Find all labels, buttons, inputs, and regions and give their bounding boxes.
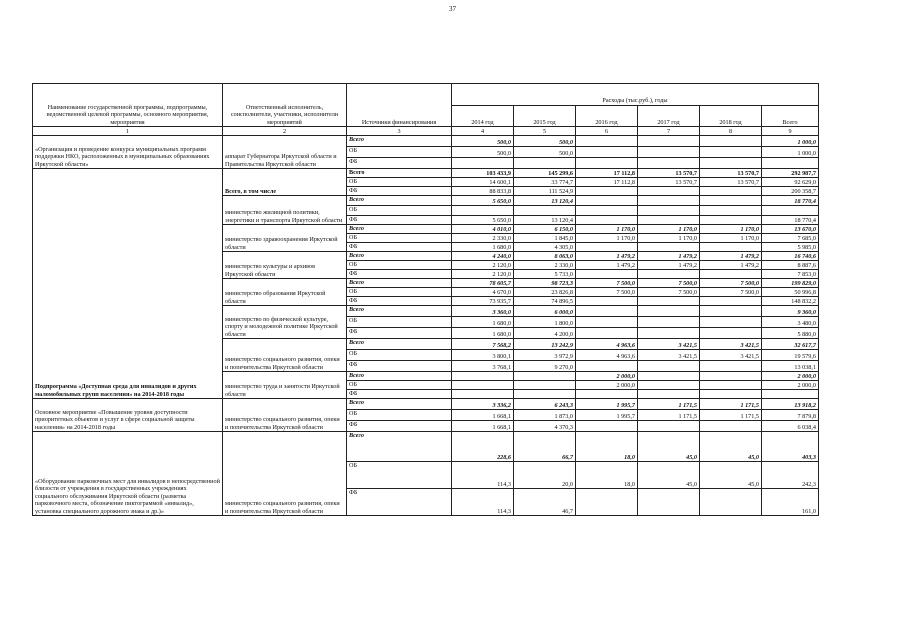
total-value-cell: 2 000,0 — [762, 372, 819, 381]
year-value-cell: 18,0 — [576, 432, 638, 462]
year-value-cell: 5 733,0 — [514, 270, 576, 279]
year-value-cell: 7 500,0 — [576, 288, 638, 297]
total-value-cell: 1 000,0 — [762, 136, 819, 147]
year-value-cell: 1 680,0 — [452, 243, 514, 252]
table-row — [33, 432, 819, 462]
year-value-cell: 18,0 — [576, 462, 638, 489]
executor-cell: министерство образования Иркутской области — [223, 279, 347, 306]
year-value-cell: 2 000,0 — [576, 372, 638, 381]
year-value-cell — [700, 489, 762, 516]
funding-source-cell: ОБ — [347, 178, 452, 187]
year-value-cell: 13 570,7 — [638, 178, 700, 187]
year-value-cell: 20,0 — [514, 462, 576, 489]
total-value-cell: 199 829,0 — [762, 279, 819, 288]
program-name-cell: «Оборудование парковочных мест для инвалидов в непосредственной близости от учреждения в государственных учреждениях социального обслуживания Иркутской области (разметка парковочного места, обозначение пиктограммой «инвалид», установка специального дорожного знака и др.)» — [33, 432, 223, 516]
year-value-cell: 3 421,5 — [638, 350, 700, 361]
funding-source-cell: ФБ — [347, 328, 452, 339]
year-value-cell: 1 479,2 — [576, 261, 638, 270]
year-value-cell: 78 605,7 — [452, 279, 514, 288]
year-value-cell — [700, 361, 762, 372]
funding-source-cell: Всего — [347, 279, 452, 288]
total-value-cell: 13 670,0 — [762, 225, 819, 234]
year-value-cell: 3 421,5 — [700, 339, 762, 350]
year-value-cell: 1 668,1 — [452, 410, 514, 421]
year-value-cell — [638, 328, 700, 339]
year-value-cell: 3 421,5 — [700, 350, 762, 361]
column-index: 8 — [700, 127, 762, 136]
year-value-cell: 1 171,5 — [700, 410, 762, 421]
year-value-cell: 228,6 — [452, 432, 514, 462]
header-year: 2018 год — [700, 105, 762, 127]
year-value-cell: 14 600,1 — [452, 178, 514, 187]
funding-source-cell: ФБ — [347, 297, 452, 306]
year-value-cell — [700, 306, 762, 317]
year-value-cell — [576, 196, 638, 206]
funding-source-cell: ОБ — [347, 147, 452, 158]
year-value-cell — [700, 390, 762, 399]
year-value-cell: 1 995,7 — [576, 410, 638, 421]
year-value-cell — [638, 147, 700, 158]
total-value-cell: 148 832,2 — [762, 297, 819, 306]
year-value-cell — [638, 270, 700, 279]
year-value-cell: 3 336,2 — [452, 399, 514, 410]
funding-source-cell: ФБ — [347, 390, 452, 399]
year-value-cell — [576, 317, 638, 328]
total-value-cell: 242,3 — [762, 462, 819, 489]
year-value-cell: 7 500,0 — [700, 279, 762, 288]
year-value-cell: 4 370,3 — [514, 421, 576, 432]
total-value-cell: 50 996,8 — [762, 288, 819, 297]
header-total: Всего — [762, 105, 819, 127]
year-value-cell: 500,0 — [452, 147, 514, 158]
year-value-cell: 1 170,0 — [576, 225, 638, 234]
year-value-cell: 500,0 — [514, 147, 576, 158]
funding-source-cell: Всего — [347, 252, 452, 261]
header-expenses: Расходы (тыс.руб.), годы — [452, 84, 819, 106]
year-value-cell — [638, 243, 700, 252]
funding-source-cell: ОБ — [347, 317, 452, 328]
funding-source-cell: ФБ — [347, 243, 452, 252]
funding-source-cell: ФБ — [347, 187, 452, 196]
year-value-cell: 1 668,1 — [452, 421, 514, 432]
year-value-cell — [700, 243, 762, 252]
year-value-cell: 8 063,0 — [514, 252, 576, 261]
total-value-cell: 1 000,0 — [762, 147, 819, 158]
year-value-cell: 111 524,9 — [514, 187, 576, 196]
total-value-cell: 13 918,2 — [762, 399, 819, 410]
funding-source-cell: ФБ — [347, 158, 452, 169]
year-value-cell: 4 200,0 — [514, 328, 576, 339]
year-value-cell: 7 568,2 — [452, 339, 514, 350]
executor-cell: министерство здравоохранения Иркутской области — [223, 225, 347, 252]
year-value-cell — [638, 297, 700, 306]
funding-source-cell: ОБ — [347, 206, 452, 216]
year-value-cell: 66,7 — [514, 432, 576, 462]
year-value-cell: 1 680,0 — [452, 317, 514, 328]
year-value-cell: 1 800,0 — [514, 317, 576, 328]
year-value-cell — [700, 136, 762, 147]
year-value-cell: 1 845,0 — [514, 234, 576, 243]
year-value-cell: 6 150,0 — [514, 225, 576, 234]
year-value-cell: 7 500,0 — [576, 279, 638, 288]
year-value-cell: 74 896,5 — [514, 297, 576, 306]
year-value-cell: 7 500,0 — [700, 288, 762, 297]
year-value-cell: 23 826,8 — [514, 288, 576, 297]
column-index: 6 — [576, 127, 638, 136]
year-value-cell: 1 170,0 — [576, 234, 638, 243]
year-value-cell: 145 299,6 — [514, 169, 576, 178]
year-value-cell: 1 170,0 — [638, 234, 700, 243]
year-value-cell: 3 421,5 — [638, 339, 700, 350]
year-value-cell — [638, 390, 700, 399]
funding-source-cell: Всего — [347, 432, 452, 462]
total-value-cell: 7 853,0 — [762, 270, 819, 279]
year-value-cell: 1 479,2 — [700, 261, 762, 270]
year-value-cell: 1 479,2 — [638, 261, 700, 270]
executor-cell: аппарат Губернатора Иркутской области и Правительства Иркутской области — [223, 136, 347, 169]
year-value-cell — [576, 328, 638, 339]
year-value-cell — [700, 158, 762, 169]
funding-source-cell: ФБ — [347, 421, 452, 432]
year-value-cell — [638, 196, 700, 206]
year-value-cell: 4 963,6 — [576, 339, 638, 350]
year-value-cell: 6 243,3 — [514, 399, 576, 410]
header-executor: Ответственный исполнитель, соисполнители, участники, исполнители мероприятий — [223, 84, 347, 127]
funding-source-cell: ОБ — [347, 288, 452, 297]
funding-source-cell: Всего — [347, 306, 452, 317]
financing-table — [32, 83, 819, 516]
year-value-cell — [700, 297, 762, 306]
year-value-cell — [700, 421, 762, 432]
year-value-cell: 1 171,5 — [638, 399, 700, 410]
year-value-cell — [576, 136, 638, 147]
table-row — [33, 399, 819, 410]
funding-source-cell: Всего — [347, 136, 452, 147]
column-index: 3 — [347, 127, 452, 136]
year-value-cell — [700, 317, 762, 328]
total-value-cell: 7 685,0 — [762, 234, 819, 243]
program-name-cell: Подпрограмма «Доступная среда для инвалидов и других маломобильных групп населения» на 2014-2018 годы — [33, 169, 223, 399]
year-value-cell: 3 972,9 — [514, 350, 576, 361]
year-value-cell — [700, 328, 762, 339]
year-value-cell — [576, 421, 638, 432]
executor-cell: министерство социального развития, опеки и попечительства Иркутской области — [223, 432, 347, 516]
funding-source-cell: ОБ — [347, 381, 452, 390]
funding-source-cell: ФБ — [347, 361, 452, 372]
year-value-cell — [638, 361, 700, 372]
year-value-cell: 1 170,0 — [638, 225, 700, 234]
funding-source-cell: Всего — [347, 399, 452, 410]
total-value-cell: 5 985,0 — [762, 243, 819, 252]
year-value-cell: 13 570,7 — [700, 169, 762, 178]
header-source: Источники финансирования — [347, 84, 452, 127]
year-value-cell: 1 171,5 — [638, 410, 700, 421]
year-value-cell: 114,3 — [452, 489, 514, 516]
executor-cell: министерство культуры и архивов Иркутской области — [223, 252, 347, 279]
year-value-cell — [576, 390, 638, 399]
year-value-cell: 7 500,0 — [638, 288, 700, 297]
year-value-cell: 103 433,9 — [452, 169, 514, 178]
funding-source-cell: ОБ — [347, 350, 452, 361]
program-name-cell: Основное мероприятие «Повышение уровня доступности приоритетных объектов и услуг в сфере социальной защиты населения» на 2014-2018 годы — [33, 399, 223, 432]
year-value-cell: 5 650,0 — [452, 196, 514, 206]
year-value-cell: 45,0 — [700, 432, 762, 462]
year-value-cell — [576, 187, 638, 196]
year-value-cell: 9 270,0 — [514, 361, 576, 372]
executor-cell: министерство труда и занятости Иркутской области — [223, 372, 347, 399]
year-value-cell: 13 242,9 — [514, 339, 576, 350]
total-value-cell — [762, 390, 819, 399]
table-row — [33, 169, 819, 178]
year-value-cell — [700, 216, 762, 225]
year-value-cell — [452, 390, 514, 399]
year-value-cell: 13 120,4 — [514, 196, 576, 206]
year-value-cell: 13 570,7 — [700, 178, 762, 187]
year-value-cell — [452, 381, 514, 390]
total-value-cell: 292 987,7 — [762, 169, 819, 178]
year-value-cell — [638, 421, 700, 432]
year-value-cell: 1 479,2 — [638, 252, 700, 261]
funding-source-cell: Всего — [347, 339, 452, 350]
year-value-cell: 17 112,8 — [576, 178, 638, 187]
column-index: 2 — [223, 127, 347, 136]
funding-source-cell: ОБ — [347, 234, 452, 243]
year-value-cell: 2 330,0 — [452, 234, 514, 243]
total-value-cell: 7 879,8 — [762, 410, 819, 421]
total-value-cell: 9 360,0 — [762, 306, 819, 317]
total-value-cell: 18 770,4 — [762, 196, 819, 206]
page-number: 37 — [449, 5, 456, 13]
header-year: 2016 год — [576, 105, 638, 127]
funding-source-cell: Всего — [347, 169, 452, 178]
year-value-cell: 1 171,5 — [700, 399, 762, 410]
program-name-cell: «Организация и проведение конкурса муниципальных программ поддержки НКО, расположенных в муниципальных образованиях Иркутской области» — [33, 136, 223, 169]
year-value-cell — [638, 187, 700, 196]
total-value-cell: 92 629,0 — [762, 178, 819, 187]
total-value-cell: 161,0 — [762, 489, 819, 516]
funding-source-cell: Всего — [347, 372, 452, 381]
year-value-cell: 2 000,0 — [576, 381, 638, 390]
year-value-cell: 6 000,0 — [514, 306, 576, 317]
column-index: 5 — [514, 127, 576, 136]
year-value-cell — [576, 158, 638, 169]
year-value-cell: 2 330,0 — [514, 261, 576, 270]
year-value-cell: 2 120,0 — [452, 261, 514, 270]
funding-source-cell: ФБ — [347, 216, 452, 225]
total-value-cell: 200 358,7 — [762, 187, 819, 196]
year-value-cell: 17 112,8 — [576, 169, 638, 178]
total-value-cell — [762, 158, 819, 169]
funding-source-cell: Всего — [347, 196, 452, 206]
year-value-cell: 1 995,7 — [576, 399, 638, 410]
year-value-cell — [576, 147, 638, 158]
year-value-cell: 4 240,0 — [452, 252, 514, 261]
year-value-cell — [514, 372, 576, 381]
year-value-cell — [638, 317, 700, 328]
year-value-cell: 4 010,0 — [452, 225, 514, 234]
year-value-cell — [638, 158, 700, 169]
year-value-cell — [514, 390, 576, 399]
executor-cell: Всего, в том числе — [223, 169, 347, 196]
year-value-cell — [638, 381, 700, 390]
total-value-cell: 18 770,4 — [762, 216, 819, 225]
year-value-cell — [514, 206, 576, 216]
year-value-cell: 5 650,0 — [452, 216, 514, 225]
year-value-cell: 500,0 — [514, 136, 576, 147]
year-value-cell — [700, 147, 762, 158]
year-value-cell: 4 305,0 — [514, 243, 576, 252]
column-index: 1 — [33, 127, 223, 136]
header-year: 2017 год — [638, 105, 700, 127]
year-value-cell: 1 873,0 — [514, 410, 576, 421]
year-value-cell: 500,0 — [452, 136, 514, 147]
year-value-cell: 13 570,7 — [638, 169, 700, 178]
table-row — [33, 136, 819, 147]
year-value-cell — [576, 489, 638, 516]
header-year: 2014 год — [452, 105, 514, 127]
funding-source-cell: ФБ — [347, 489, 452, 516]
year-value-cell — [638, 206, 700, 216]
year-value-cell — [576, 216, 638, 225]
year-value-cell — [638, 306, 700, 317]
year-value-cell — [700, 372, 762, 381]
year-value-cell — [638, 136, 700, 147]
year-value-cell: 45,0 — [700, 462, 762, 489]
column-index: 4 — [452, 127, 514, 136]
total-value-cell: 6 038,4 — [762, 421, 819, 432]
year-value-cell: 98 723,3 — [514, 279, 576, 288]
year-value-cell — [700, 270, 762, 279]
column-index-row — [33, 127, 819, 136]
year-value-cell — [638, 489, 700, 516]
year-value-cell — [700, 381, 762, 390]
year-value-cell: 33 774,7 — [514, 178, 576, 187]
total-value-cell: 8 887,6 — [762, 261, 819, 270]
funding-source-cell: ОБ — [347, 410, 452, 421]
funding-source-cell: ОБ — [347, 462, 452, 489]
funding-source-cell: ФБ — [347, 270, 452, 279]
total-value-cell: 5 880,0 — [762, 328, 819, 339]
year-value-cell — [452, 206, 514, 216]
executor-cell: министерство по физической культуре, спорту и молодежной политике Иркутской области — [223, 306, 347, 339]
year-value-cell: 3 360,0 — [452, 306, 514, 317]
total-value-cell: 32 617,7 — [762, 339, 819, 350]
funding-source-cell: ОБ — [347, 261, 452, 270]
year-value-cell — [576, 306, 638, 317]
year-value-cell: 2 120,0 — [452, 270, 514, 279]
header-row — [33, 84, 819, 106]
year-value-cell: 3 768,1 — [452, 361, 514, 372]
year-value-cell — [576, 297, 638, 306]
year-value-cell: 1 479,2 — [700, 252, 762, 261]
year-value-cell: 45,0 — [638, 462, 700, 489]
year-value-cell: 88 833,8 — [452, 187, 514, 196]
year-value-cell: 13 120,4 — [514, 216, 576, 225]
year-value-cell — [700, 196, 762, 206]
year-value-cell: 73 935,7 — [452, 297, 514, 306]
year-value-cell — [514, 381, 576, 390]
total-value-cell: 2 000,0 — [762, 381, 819, 390]
year-value-cell — [700, 206, 762, 216]
year-value-cell — [452, 372, 514, 381]
year-value-cell: 1 680,0 — [452, 328, 514, 339]
year-value-cell: 4 963,6 — [576, 350, 638, 361]
year-value-cell — [514, 158, 576, 169]
total-value-cell: 3 480,0 — [762, 317, 819, 328]
year-value-cell — [576, 361, 638, 372]
executor-cell: министерство социального развития, опеки и попечительства Иркутской области — [223, 399, 347, 432]
table-body — [33, 136, 819, 516]
total-value-cell: 19 579,6 — [762, 350, 819, 361]
year-value-cell — [576, 243, 638, 252]
total-value-cell: 16 740,6 — [762, 252, 819, 261]
year-value-cell: 45,0 — [638, 432, 700, 462]
header-program: Наименование государственной программы, подпрограммы, ведомственной целевой программы, основного мероприятия, мероприятия — [33, 84, 223, 127]
year-value-cell: 3 800,1 — [452, 350, 514, 361]
year-value-cell: 1 170,0 — [700, 225, 762, 234]
year-value-cell: 4 670,0 — [452, 288, 514, 297]
executor-cell: министерство социального развития, опеки и попечительства Иркутской области — [223, 339, 347, 372]
year-value-cell: 7 500,0 — [638, 279, 700, 288]
header-year: 2015 год — [514, 105, 576, 127]
year-value-cell — [638, 216, 700, 225]
year-value-cell: 1 479,2 — [576, 252, 638, 261]
total-value-cell: 13 038,1 — [762, 361, 819, 372]
year-value-cell — [638, 372, 700, 381]
year-value-cell: 46,7 — [514, 489, 576, 516]
year-value-cell — [576, 270, 638, 279]
year-value-cell — [700, 187, 762, 196]
total-value-cell — [762, 206, 819, 216]
year-value-cell — [452, 158, 514, 169]
column-index: 9 — [762, 127, 819, 136]
funding-source-cell: Всего — [347, 225, 452, 234]
total-value-cell: 403,3 — [762, 432, 819, 462]
year-value-cell — [576, 206, 638, 216]
column-index: 7 — [638, 127, 700, 136]
year-value-cell: 1 170,0 — [700, 234, 762, 243]
year-value-cell: 114,3 — [452, 462, 514, 489]
executor-cell: министерство жилищной политики, энергетики и транспорта Иркутской области — [223, 196, 347, 225]
